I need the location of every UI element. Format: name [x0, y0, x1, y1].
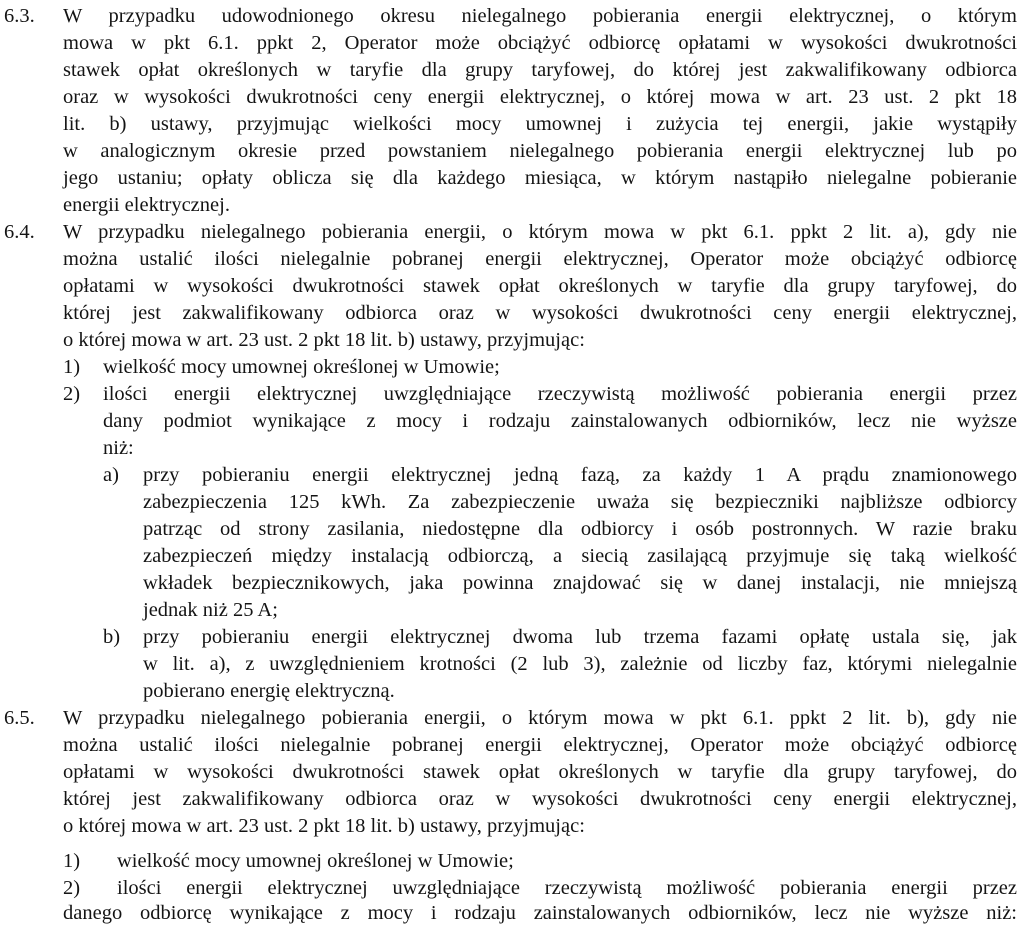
paragraph-line: mowa w pkt 6.1. ppkt 2, Operator może obciążyć odbiorcę opłatami w wysokości dwukrotności — [63, 32, 1017, 54]
paragraph-line: o której mowa w art. 23 ust. 2 pkt 18 lit. b) ustawy, przyjmując: — [63, 815, 585, 837]
paragraph-line: oraz w wysokości dwukrotności ceny energii elektrycznej, o której mowa w art. 23 ust. 2 pkt 18 — [63, 86, 1017, 108]
list-item-number: 1) — [63, 850, 81, 872]
paragraph-line: energii elektrycznej. — [63, 194, 230, 216]
subitem-line: przy pobieraniu energii elektrycznej jedną fazą, za każdy 1 A prądu znamionowego — [143, 464, 1017, 486]
subitem-line: pobierano energię elektryczną. — [143, 680, 395, 702]
paragraph-line: stawek opłat określonych w taryfie dla grupy taryfowej, do której jest zakwalifikowany odbiorca — [63, 59, 1017, 81]
list-item-line: dany podmiot wynikające z mocy i rodzaju zainstalowanych odbiorników, lecz nie wyższe — [103, 410, 1017, 432]
subitem-letter: a) — [103, 464, 119, 486]
paragraph-line: W przypadku nielegalnego pobierania energii, o którym mowa w pkt 6.1. ppkt 2 lit. b), gdy nie — [63, 707, 1017, 729]
list-item-line: wielkość mocy umownej określonej w Umowie; — [117, 850, 514, 872]
paragraph-line: jego ustaniu; opłaty oblicza się dla każdego miesiąca, w którym nastąpiło nielegalne pobieranie — [63, 167, 1017, 189]
list-item-number: 2) — [63, 877, 81, 899]
paragraph-line: której jest zakwalifikowany odbiorca oraz w wysokości dwukrotności ceny energii elektrycznej, — [63, 302, 1017, 324]
subitem-line: zabezpieczeń między instalacją odbiorczą, a siecią zasilającą przyjmuje się taką wielkość — [143, 545, 1017, 567]
list-item-line: ilości energii elektrycznej uwzględniające rzeczywistą możliwość pobierania energii przez — [103, 383, 1017, 405]
section-number: 6.3. — [4, 5, 35, 27]
subitem-letter: b) — [103, 626, 121, 648]
section-number: 6.4. — [4, 221, 35, 243]
subitem-line: przy pobieraniu energii elektrycznej dwoma lub trzema fazami opłatę ustala się, jak — [143, 626, 1017, 648]
subitem-line: w lit. a), z uwzględnieniem krotności (2 lub 3), zależnie od liczby faz, którymi nielegalnie — [143, 653, 1017, 675]
paragraph-line: lit. b) ustawy, przyjmując wielkości mocy umownej i zużycia tej energii, jakie wystąpiły — [63, 113, 1017, 135]
subitem-line: jednak niż 25 A; — [143, 599, 278, 621]
paragraph-line: o której mowa w art. 23 ust. 2 pkt 18 lit. b) ustawy, przyjmując: — [63, 329, 585, 351]
paragraph-line: można ustalić ilości nielegalnie pobranej energii elektrycznej, Operator może obciążyć odbiorcę — [63, 248, 1017, 270]
paragraph-line: można ustalić ilości nielegalnie pobranej energii elektrycznej, Operator może obciążyć odbiorcę — [63, 734, 1017, 756]
list-item-number: 2) — [63, 383, 81, 405]
paragraph-line: opłatami w wysokości dwukrotności stawek opłat określonych w taryfie dla grupy taryfowej, do — [63, 275, 1017, 297]
paragraph-line: której jest zakwalifikowany odbiorca oraz w wysokości dwukrotności ceny energii elektrycznej, — [63, 788, 1017, 810]
list-item-line: danego odbiorcę wynikające z mocy i rodzaju zainstalowanych odbiorników, lecz nie wyższe niż: — [63, 902, 1017, 924]
paragraph-line: w analogicznym okresie przed powstaniem nielegalnego pobierania energii elektrycznej lub po — [63, 140, 1017, 162]
paragraph-line: W przypadku udowodnionego okresu nielegalnego pobierania energii elektrycznej, o którym — [63, 5, 1017, 27]
list-item-line: niż: — [103, 437, 134, 459]
section-number: 6.5. — [4, 707, 35, 729]
subitem-line: wkładek bezpiecznikowych, jaka powinna znajdować się w danej instalacji, nie mniejszą — [143, 572, 1017, 594]
subitem-line: patrząc od strony zasilania, niedostępne dla odbiorcy i osób postronnych. W razie braku — [143, 518, 1017, 540]
paragraph-line: W przypadku nielegalnego pobierania energii, o którym mowa w pkt 6.1. ppkt 2 lit. a), gdy nie — [63, 221, 1017, 243]
paragraph-line: opłatami w wysokości dwukrotności stawek opłat określonych w taryfie dla grupy taryfowej, do — [63, 761, 1017, 783]
list-item-line: wielkość mocy umownej określonej w Umowie; — [103, 356, 500, 378]
list-item-line: ilości energii elektrycznej uwzględniające rzeczywistą możliwość pobierania energii przez — [117, 877, 1017, 899]
list-item-number: 1) — [63, 356, 81, 378]
subitem-line: zabezpieczenia 125 kWh. Za zabezpieczenie uważa się bezpieczniki najbliższe odbiorcy — [143, 491, 1017, 513]
